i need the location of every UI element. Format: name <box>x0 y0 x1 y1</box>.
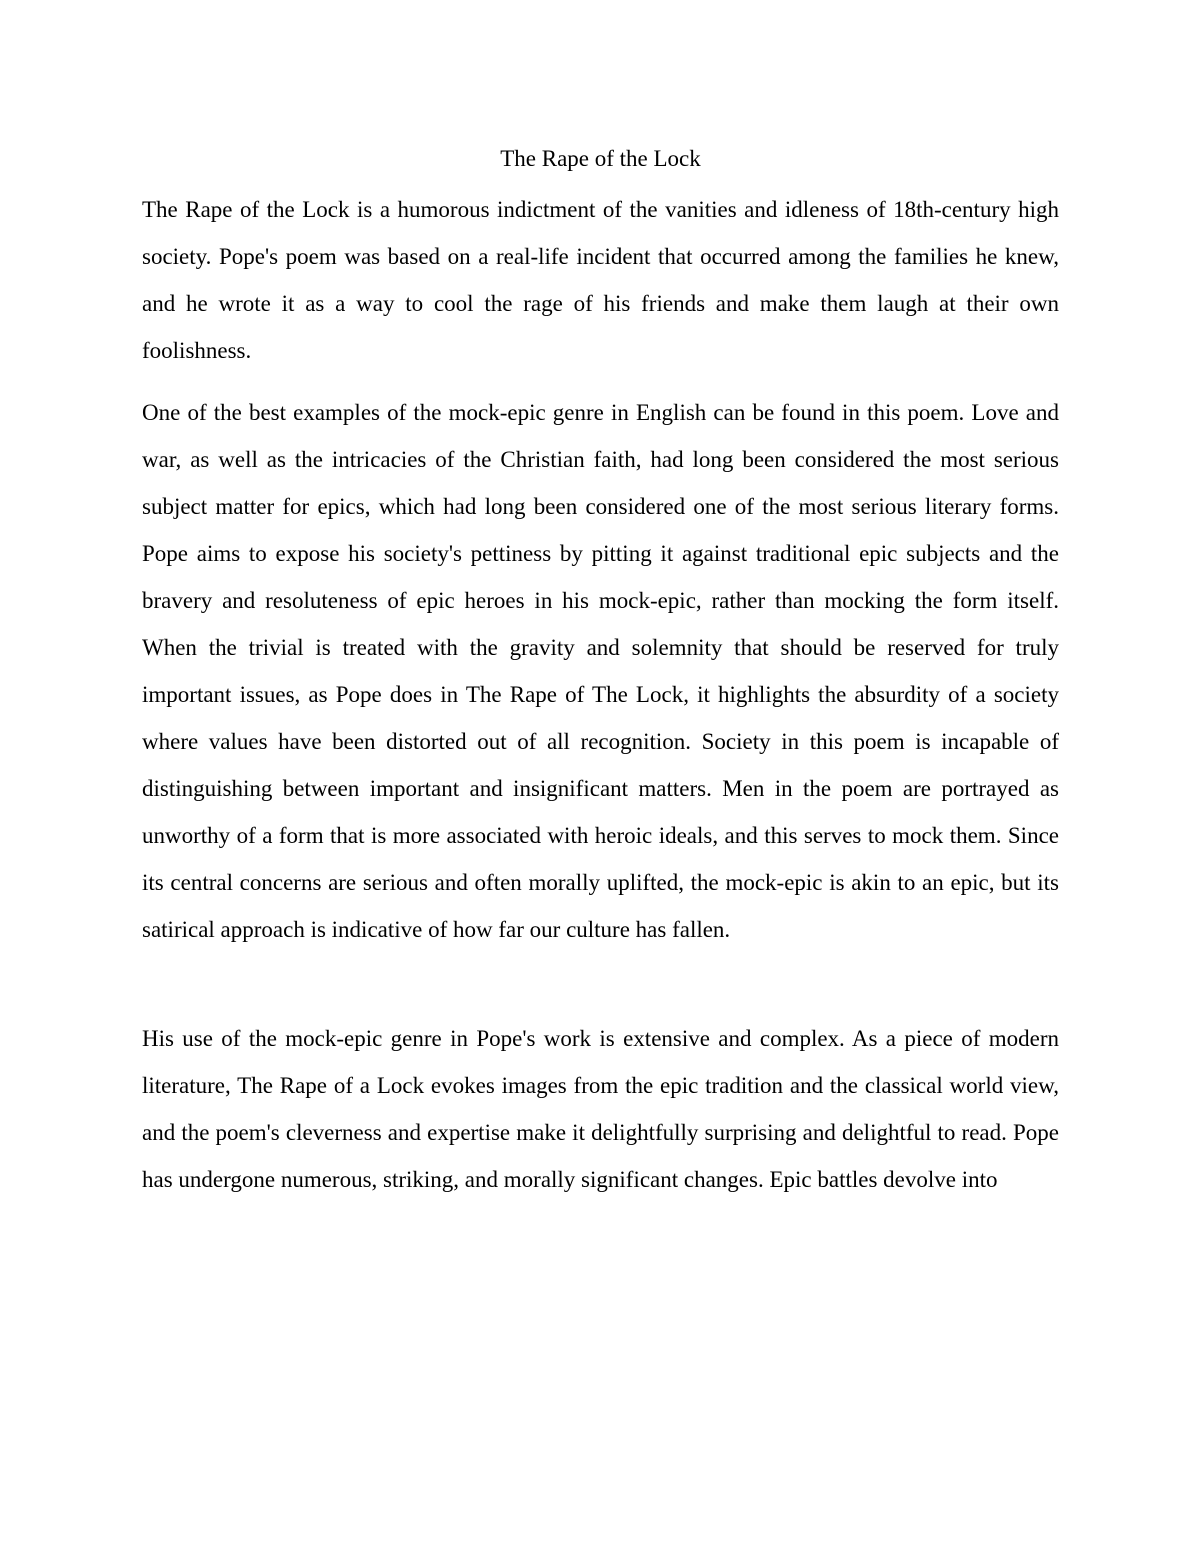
paragraph-3: His use of the mock-epic genre in Pope's work is extensive and complex. As a piece of modern literature, The Rape of a Lock evokes images from the epic tradition and the classical world view, and the poem's cleverness and expertise make it delightfully surprising and delightful to read. Pope has undergone numerous, striking, and morally significant changes. Epic battles devolve into <box>142 1026 1059 1192</box>
document-body <box>142 140 1059 1218</box>
paragraph-1: The Rape of the Lock is a humorous indictment of the vanities and idleness of 18th-century high society. Pope's poem was based on a real-life incident that occurred among the families he knew, and he wrote it as a way to cool the rage of his friends and make them laugh at their own foolishness. <box>142 197 1059 363</box>
paragraph-2: One of the best examples of the mock-epic genre in English can be found in this poem. Love and war, as well as the intricacies of the Christian faith, had long been considered the most serious subject matter for epics, which had long been considered one of the most serious literary forms. Pope aims to expose his society's pettiness by pitting it against traditional epic subjects and the bravery and resoluteness of epic heroes in his mock-epic, rather than mocking the form itself. When the trivial is treated with the gravity and solemnity that should be reserved for truly important issues, as Pope does in The Rape of The Lock, it highlights the absurdity of a society where values have been distorted out of all recognition. Society in this poem is incapable of distinguishing between important and insignificant matters. Men in the poem are portrayed as unworthy of a form that is more associated with heroic ideals, and this serves to mock them. Since its central concerns are serious and often morally uplifted, the mock-epic is akin to an epic, but its satirical approach is indicative of how far our culture has fallen. <box>142 400 1059 942</box>
document-title: The Rape of the Lock <box>500 146 701 171</box>
